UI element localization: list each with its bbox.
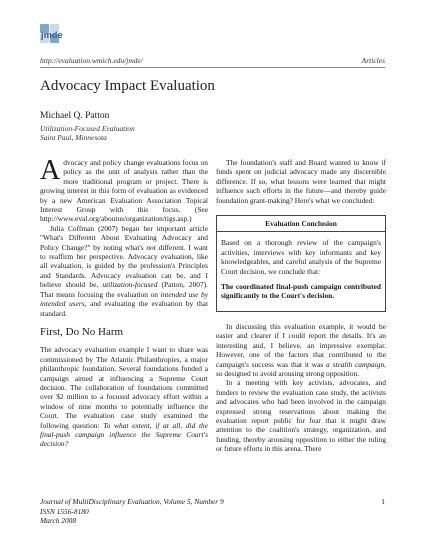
left-column — [40, 155, 209, 449]
emphasis: To what extent, if at all, did the final-push campaign influence the Supreme Court's decision? — [40, 420, 208, 449]
author-location: Saint Paul, Minnesota — [40, 133, 107, 142]
conclusion-text: Based on a thorough review of the campaign's activities, interviews with key informants and key knowledgeables, and careful analysis of the Supreme Court decision, we conclude that: — [221, 238, 381, 276]
section-label: Articles — [361, 56, 385, 65]
page-number: 1 — [381, 497, 385, 506]
author-affiliation: Utilization-Focused Evaluation — [40, 124, 135, 133]
footer-citation: Journal of MultiDisciplinary Evaluation, Volume 5, Number 9 — [40, 497, 224, 506]
example-paragraph — [40, 345, 208, 448]
journal-footer — [40, 497, 224, 526]
footer-date: March 2008 — [40, 516, 77, 525]
drop-cap: A — [40, 155, 61, 186]
text-run: , and evaluating the evaluation by that standard. — [40, 299, 209, 318]
conclusion-title: Evaluation Conclusion — [217, 216, 385, 232]
stealth-paragraph — [216, 322, 386, 378]
section-heading: First, Do No Harm — [40, 325, 124, 338]
emphasis: intended use by intended users — [40, 289, 208, 309]
journal-url[interactable]: http://evaluation.wmich.edu/jmde/ — [40, 56, 143, 65]
text-run: (Patton, 2007). That means focusing the evaluation on — [40, 280, 209, 299]
board-paragraph: The foundation's staff and Board wanted to know if funds spent on judicial advocacy made any discernible difference. If so, what lessons were learned that might influence such efforts in the future—and thereby guide foundation grant-making? Here's what we concluded: — [216, 158, 386, 205]
intro-text: dvocacy and policy change evaluations focus on policy as the unit of analysis rather than the more traditional program or project. There is growing interest in this form of evaluation as evidenced by a new American Evaluation Association Topical Interest Group with this focus. (See http://www.eval.org/aboutus/organization/tigs.asp.) — [40, 158, 208, 224]
journal-logo — [40, 24, 66, 48]
logo-text: jmde — [41, 30, 63, 40]
text-run: , so designed to avoid arousing strong opposition. — [216, 359, 386, 378]
emphasis: a stealth campaign — [326, 359, 385, 369]
evaluation-conclusion-box — [216, 215, 386, 312]
header-rule — [40, 67, 385, 68]
right-column — [216, 158, 386, 454]
meeting-paragraph: In a meeting with key activists, advocates, and funders to review the evaluation case study, the activists and advocates who had been involved in the campaign expressed strong reservations about making the evaluation report public for fear that it might draw attention to the coalition's strategy, organization, and funding, thereby arousing opposition to either the ruling or future efforts in this arena. There — [216, 378, 386, 454]
footer-issn: ISSN 1556-8180 — [40, 506, 89, 516]
emphasis: utilization-focused — [102, 280, 158, 290]
text-run: Julia Coffman (2007) began her important article "What's Different About Evaluating Advocacy and Policy Change?" by noting what's — [40, 223, 208, 252]
coffman-paragraph — [40, 224, 208, 318]
author-name: Michael Q. Patton — [40, 111, 110, 121]
emphasis: not — [146, 242, 156, 252]
text-run: The advocacy evaluation example I want to share was commissioned by The Atlantic Philanthropies, a major philanthropic foundation. Several foundations funded a campaign aimed at influencing a Supreme Court decision. The collaboration of foundations committed over $2 million to a focused advocacy effort within a window of nine months to potentially influence the Court. The evaluation case study examined the following question: — [40, 345, 208, 430]
intro-paragraph — [40, 155, 208, 224]
conclusion-body — [217, 238, 385, 300]
text-run: In discussing this evaluation example, it would be easier and clearer if I could report the details. It's an interesting and, I believe, an impressive exemplar. However, one of the factors that contributed to the campaign's success was that it was — [216, 321, 386, 369]
conclusion-finding: The coordinated final-push campaign contributed significantly to the Court's decision. — [221, 282, 381, 301]
text-run: different. I want to reaffirm her perspective. Advocacy evaluation, like all evaluation, is guided by the profession's Principles and Standards. Advocacy evaluation can be, and I believe should be, — [40, 242, 208, 290]
article-title: Advocacy Impact Evaluation — [40, 78, 215, 94]
